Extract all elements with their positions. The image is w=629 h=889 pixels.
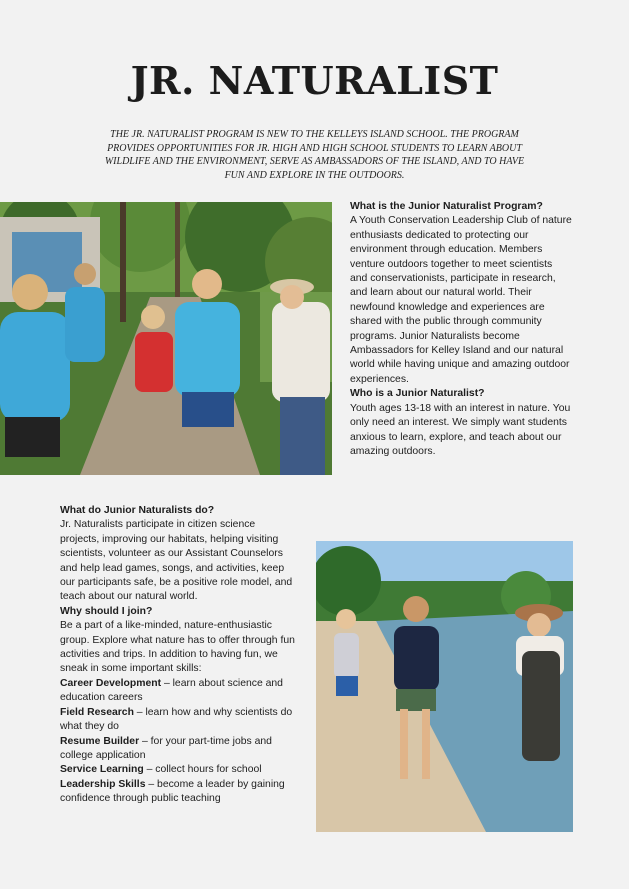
intro-text: THE JR. NATURALIST PROGRAM IS NEW TO THE KELLEYS ISLAND SCHOOL. THE PROGRAM PROVIDES OPPORTUNITIES FOR JR. HIGH AND HIGH SCHOOL STUDENTS TO LEARN ABOUT WILDLIFE AND THE ENVIRONMENT, SERVE AS AMBASSADORS OF THE ISLAND, AND TO HAVE FUN AND EXPLORE IN THE OUTDOORS. — [104, 129, 525, 181]
paragraph-why-join: Be a part of a like-minded, nature-enthusiastic group. Explore what nature has to offer through fun activities and trips. In addition to having fun, we sneak in some important skills: — [60, 620, 295, 675]
skill-item: Field Research – learn how and why scientists do what they do — [60, 706, 293, 733]
skill-item: Career Development – learn about science and education careers — [60, 677, 283, 704]
program-info-column — [350, 200, 572, 459]
heading-what-do: What do Junior Naturalists do? — [60, 505, 215, 516]
paragraph-what-is: A Youth Conservation Leadership Club of nature enthusiasts dedicated to protecting our environment through education. Members venture outdoors together to meet scientists and conservationists, participate in research, and learn about our natural world. Their newfound knowledge and experiences are shared with the public through community programs. Junior Naturalists become Ambassadors for Kelley Island and our natural world while having unique and amazing outdoor experiences. — [350, 215, 572, 385]
activities-column — [60, 504, 296, 807]
heading-who-is: Who is a Junior Naturalist? — [350, 388, 485, 400]
skill-item: Service Learning – collect hours for school — [60, 764, 262, 776]
paragraph-who-is: Youth ages 13-18 with an interest in nature. You only need an interest. We simply want students anxious to learn, explore, and teach about our amazing outdoors. — [350, 402, 571, 457]
skill-item: Leadership Skills – become a leader by gaining confidence through public teaching — [60, 778, 285, 805]
page-title: JR. NATURALIST — [130, 58, 499, 103]
paragraph-what-do: Jr. Naturalists participate in citizen science projects, improving our habitats, helping visiting scientists, volunteer as our Assistant Counselors and help lead games, songs, and activities, keep our participants safe, be a positive role model, and teach about our natural world. — [60, 519, 293, 603]
heading-what-is: What is the Junior Naturalist Program? — [350, 201, 543, 212]
skill-item: Resume Builder – for your part-time jobs and college application — [60, 735, 272, 761]
photo-beach-walk — [316, 541, 573, 832]
photo-trail-group — [0, 202, 332, 475]
heading-why-join: Why should I join? — [60, 605, 153, 617]
